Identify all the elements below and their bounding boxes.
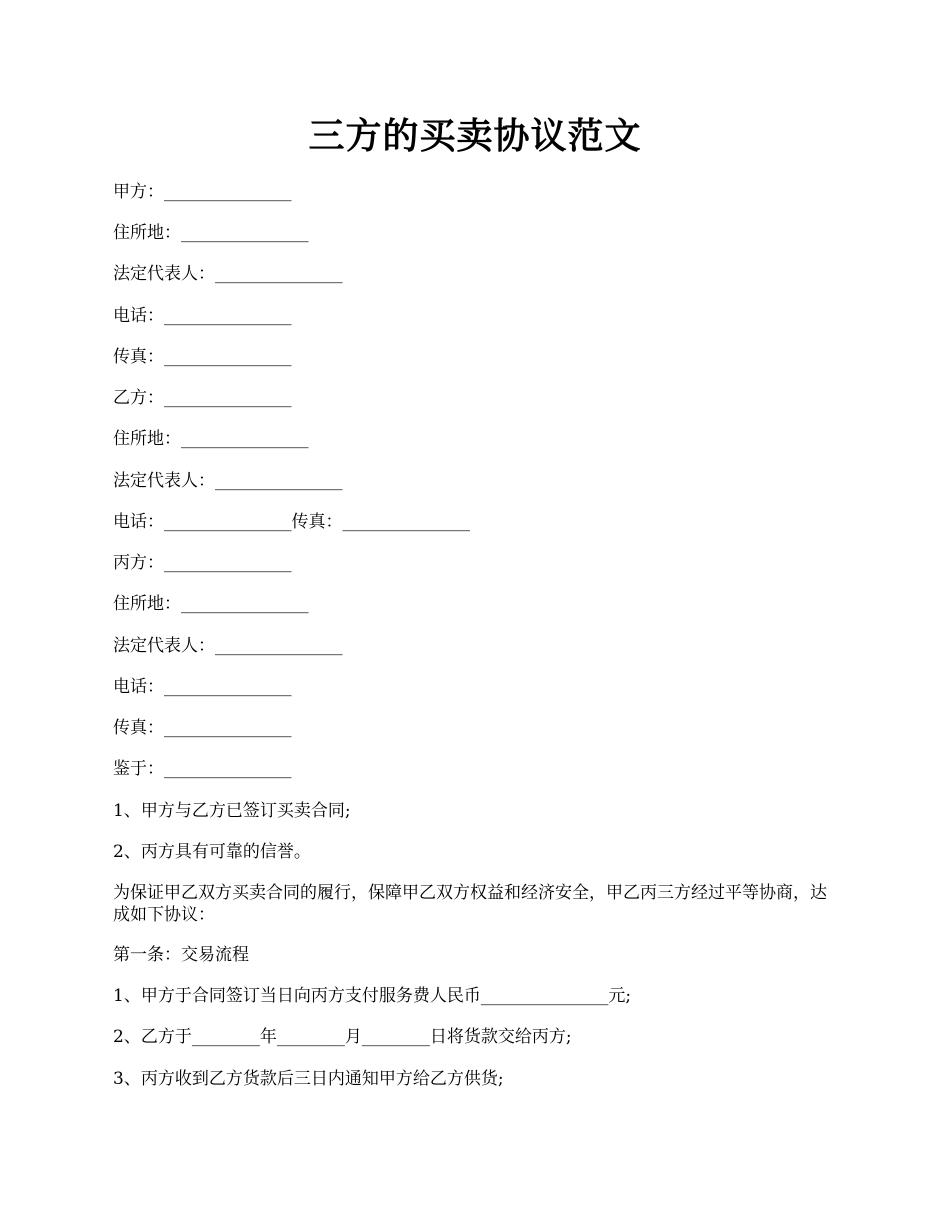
party-a-phone-line: 电话：_______________	[113, 306, 292, 326]
whereas-line: 鉴于：_______________	[113, 759, 292, 779]
party-b-address-line: 住所地：_______________	[113, 429, 309, 449]
party-c-address-line: 住所地：_______________	[113, 594, 309, 614]
party-a-fax-line: 传真：_______________	[113, 347, 292, 367]
article-1-item-2: 2、乙方于________年________月________日将货款交给丙方;	[113, 1027, 572, 1047]
recital-item-2: 2、丙方具有可靠的信誉。	[113, 842, 311, 862]
article-1-heading: 第一条：交易流程	[113, 945, 249, 965]
party-c-representative-line: 法定代表人：_______________	[113, 636, 343, 656]
recital-item-1: 1、甲方与乙方已签订买卖合同;	[113, 801, 351, 821]
party-a-address-line: 住所地：_______________	[113, 223, 309, 243]
party-b-line: 乙方：_______________	[113, 388, 292, 408]
party-a-line: 甲方：_______________	[113, 182, 292, 202]
party-b-phone-fax-line: 电话：_______________传真：_______________	[113, 512, 470, 532]
article-1-item-1: 1、甲方于合同签订当日向丙方支付服务费人民币_______________元;	[113, 986, 632, 1006]
document-title: 三方的买卖协议范文	[308, 115, 642, 157]
article-1-item-3: 3、丙方收到乙方货款后三日内通知甲方给乙方供货;	[113, 1069, 504, 1089]
party-c-line: 丙方：_______________	[113, 553, 292, 573]
agreement-intro-paragraph: 为保证甲乙双方买卖合同的履行，保障甲乙双方权益和经济安全，甲乙丙三方经过平等协商，达成如下协议：	[113, 883, 827, 925]
party-c-phone-line: 电话：_______________	[113, 677, 292, 697]
party-c-fax-line: 传真：_______________	[113, 718, 292, 738]
party-a-representative-line: 法定代表人：_______________	[113, 264, 343, 284]
party-b-representative-line: 法定代表人：_______________	[113, 471, 343, 491]
